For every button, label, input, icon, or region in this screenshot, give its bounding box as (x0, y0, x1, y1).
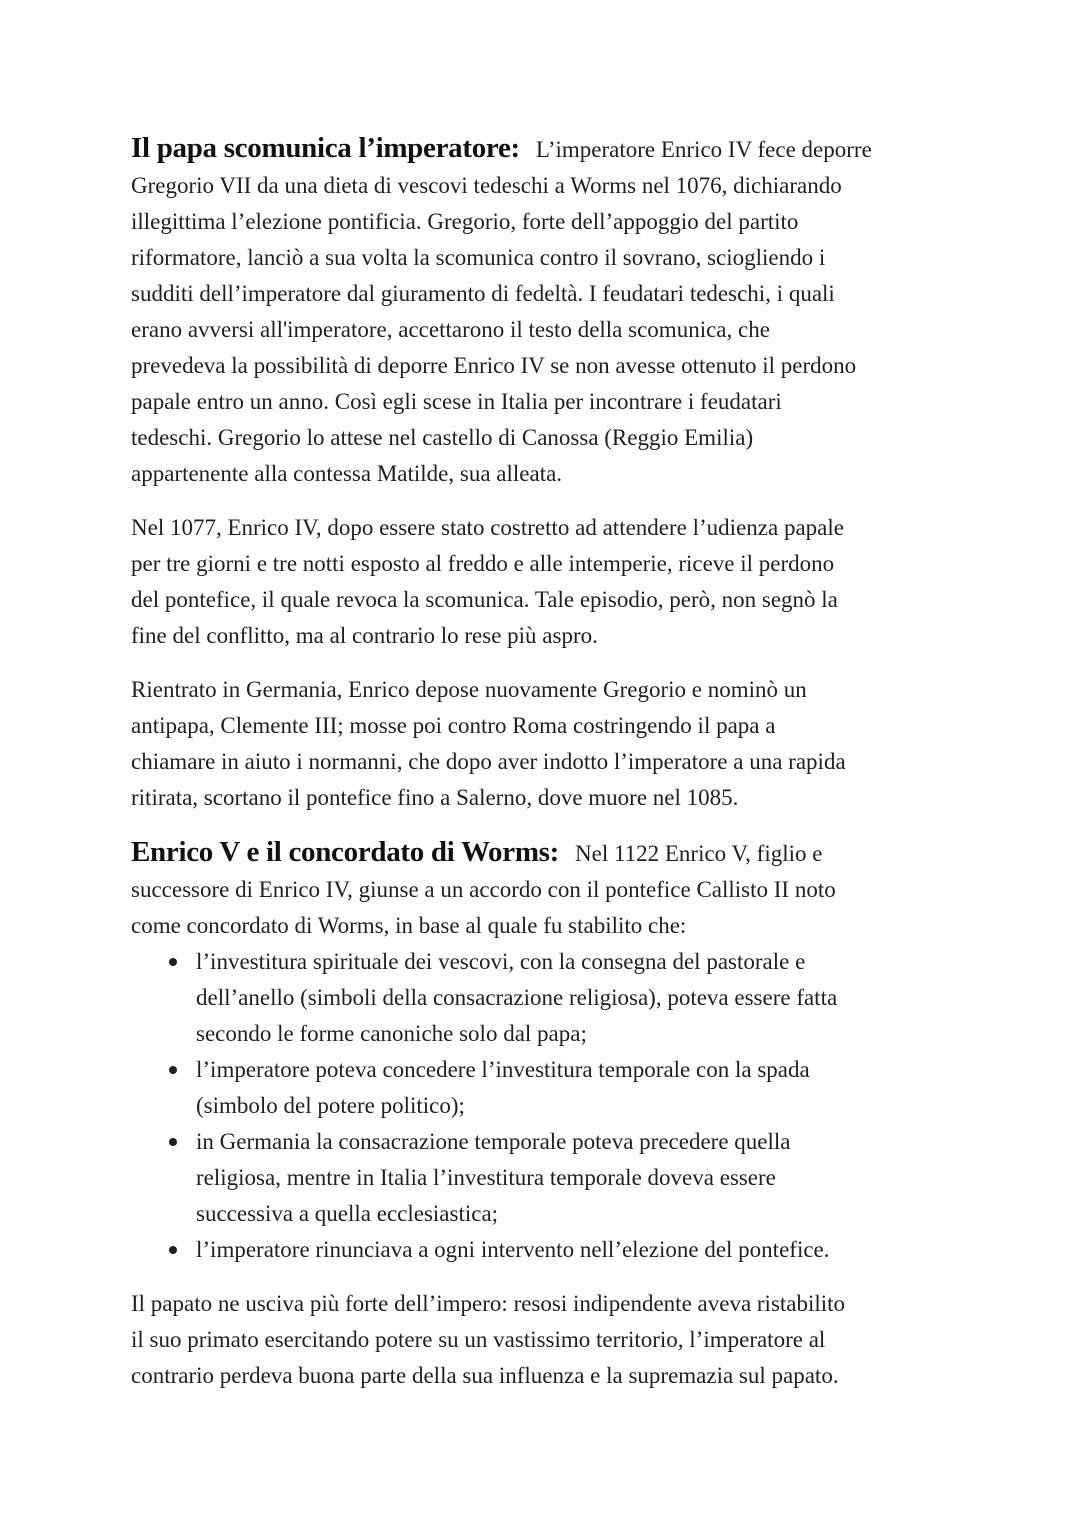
list-item-text: in Germania la consacrazione temporale poteva precedere quella religiosa, mentre in Italia l’investitura temporale doveva essere successiva a quella ecclesiastica; (196, 1129, 791, 1226)
bullet-icon (169, 1066, 177, 1074)
paragraph-canossa: Nel 1077, Enrico IV, dopo essere stato costretto ad attendere l’udienza papale per tre giorni e tre notti esposto al freddo e alle intemperie, riceve il perdono del pontefice, il quale revoca la scomunica. Tale episodio, però, non segnò la fine del conflitto, ma al contrario lo rese più aspro. (131, 515, 844, 648)
bullet-icon (169, 1246, 177, 1254)
paragraph-text: Nel 1122 Enrico V, figlio e successore di Enrico IV, giunse a un accordo con il pontefice Callisto II noto come concordato di Worms, in base al quale fu stabilito che: (131, 841, 836, 938)
list-item-text: l’investitura spirituale dei vescovi, con la consegna del pastorale e dell’anello (simboli della consacrazione religiosa), poteva essere fatta secondo le forme canoniche solo dal papa; (196, 949, 838, 1046)
paragraph-rientrato: Rientrato in Germania, Enrico depose nuovamente Gregorio e nominò un antipapa, Clemente III; mosse poi contro Roma costringendo il papa a chiamare in aiuto i normanni, che dopo aver indotto l’imperatore a una rapida ritirata, scortano il pontefice fino a Salerno, dove muore nel 1085. (131, 677, 846, 810)
concordato-list (131, 944, 991, 1268)
paragraph-concordato (131, 834, 991, 944)
list-item-text: l’imperatore poteva concedere l’investitura temporale con la spada (simbolo del potere politico); (196, 1057, 810, 1118)
list-item (131, 944, 991, 1052)
section-heading-scomunica: Il papa scomunica l’imperatore: (131, 132, 520, 164)
list-item (131, 1124, 991, 1232)
bullet-icon (169, 958, 177, 966)
paragraph-text: L’imperatore Enrico IV fece deporre Gregorio VII da una dieta di vescovi tedeschi a Worms nel 1076, dichiarando illegittima l’elezione pontificia. Gregorio, forte dell’appoggio del partito riformatore, lanciò a sua volta la scomunica contro il sovrano, sciogliendo i sudditi dell’imperatore dal giuramento di fedeltà. I feudatari tedeschi, i quali erano avversi all'imperatore, accettarono il testo della scomunica, che prevedeva la possibilità di deporre Enrico IV se non avesse ottenuto il perdono papale entro un anno. Così egli scese in Italia per incontrare i feudatari tedeschi. Gregorio lo attese nel castello di Canossa (Reggio Emilia) appartenente alla contessa Matilde, sua alleata. (131, 137, 872, 486)
section-heading-concordato: Enrico V e il concordato di Worms: (131, 836, 560, 868)
paragraph-conclusion: Il papato ne usciva più forte dell’impero: resosi indipendente aveva ristabilito il suo primato esercitando potere su un vastissimo territorio, l’imperatore al contrario perdeva buona parte della sua influenza e la supremazia sul papato. (131, 1291, 846, 1388)
document-page (131, 130, 991, 1412)
list-item (131, 1052, 991, 1124)
bullet-icon (169, 1138, 177, 1146)
list-item-text: l’imperatore rinunciava a ogni intervento nell’elezione del pontefice. (196, 1237, 830, 1262)
paragraph-scomunica (131, 130, 991, 492)
list-item (131, 1232, 991, 1268)
